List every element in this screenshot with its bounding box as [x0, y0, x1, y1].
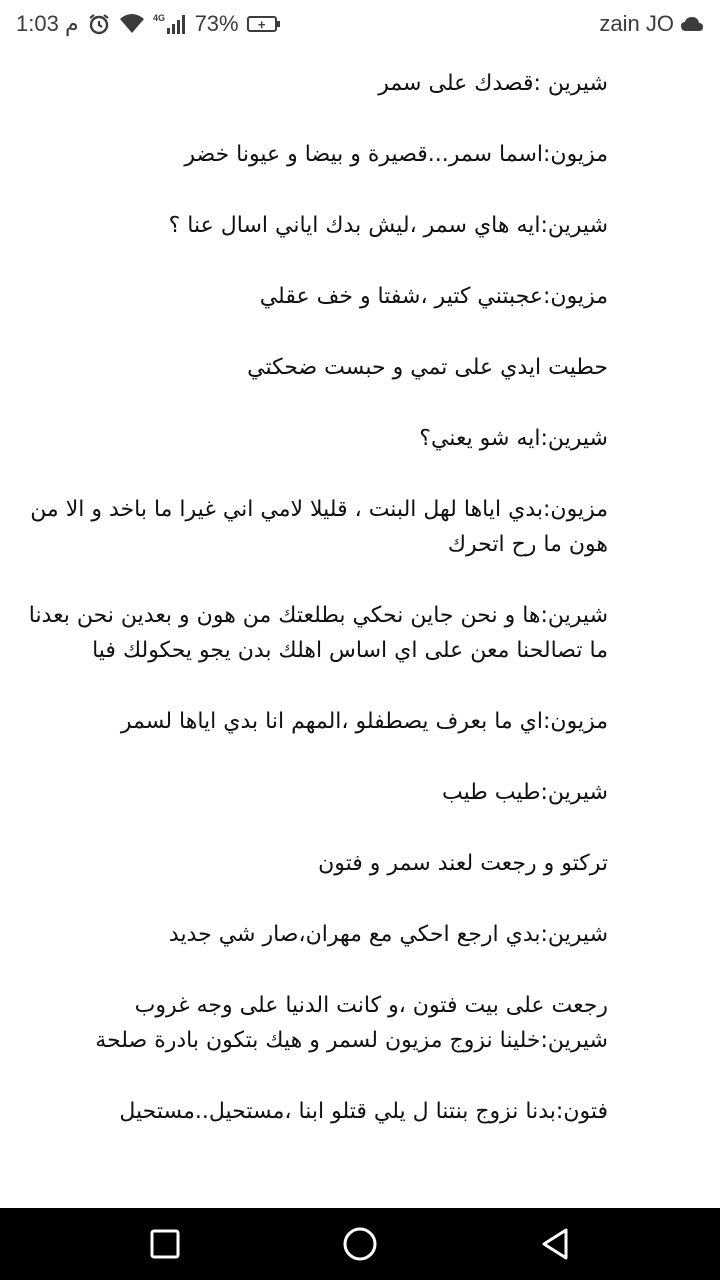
story-paragraph: مزيون:اي ما بعرف يصطفلو ،المهم انا بدي اياها لسمر [120, 709, 608, 734]
cloud-icon [680, 15, 704, 33]
story-paragraph: شيرين:ايه شو يعني؟ [419, 426, 608, 451]
back-button[interactable] [525, 1214, 585, 1274]
status-right [599, 11, 704, 37]
story-paragraph: شيرين :قصدك على سمر [378, 71, 608, 96]
story-paragraph: شيرين:بدي ارجع احكي مع مهران،صار شي جديد [168, 922, 608, 947]
story-paragraph: مزيون:عجبتني كتير ،شفتا و خف عقلي [259, 284, 608, 309]
wifi-icon [119, 13, 145, 35]
signal-icon [153, 12, 187, 36]
battery-icon: + [247, 16, 277, 32]
navigation-bar [0, 1208, 720, 1280]
story-paragraph: شيرين:ها و نحن جاين نحكي بطلعتك من هون و بعدين نحن بعدنا ما تصالحنا معن على اي اساس اهلك بدن يجو يحكولك فيا [28, 603, 608, 663]
home-button[interactable] [330, 1214, 390, 1274]
alarm-clock-icon [87, 12, 111, 36]
story-paragraph: رجعت على بيت فتون ،و كانت الدنيا على وجه غروب شيرين:خلينا نزوج مزيون لسمر و هيك بتكون بادرة صلحة [95, 993, 608, 1053]
story-content [0, 48, 720, 1206]
story-paragraph: تركتو و رجعت لعند سمر و فتون [318, 851, 608, 876]
battery-percent: 73% [194, 11, 239, 36]
circle-icon [342, 1226, 378, 1262]
square-icon [149, 1228, 181, 1260]
story-paragraph: مزيون:بدي اياها لهل البنت ، قليلا لامي اني غيرا ما باخد و الا من هون ما رح اتحرك [30, 497, 608, 557]
story-paragraph: حطيت ايدي على تمي و حبست ضحكتي [247, 355, 608, 380]
story-paragraph: شيرين:ايه هاي سمر ،ليش بدك اياني اسال عنا ؟ [168, 213, 608, 238]
story-paragraph: فتون:بدنا نزوج بنتنا ل يلي قتلو ابنا ،مستحيل..مستحيل [119, 1099, 608, 1124]
story-paragraph: مزيون:اسما سمر...قصيرة و بيضا و عيونا خضر [184, 142, 608, 167]
network-type-text: 4G [152, 13, 165, 23]
clock-text: 1:03 م [16, 11, 79, 36]
status-left [16, 11, 277, 37]
status-bar [0, 0, 720, 48]
story-paragraph: شيرين:طيب طيب [442, 780, 608, 805]
triangle-back-icon [539, 1227, 571, 1261]
recent-apps-button[interactable] [135, 1214, 195, 1274]
carrier-name: zain JO [599, 11, 674, 36]
